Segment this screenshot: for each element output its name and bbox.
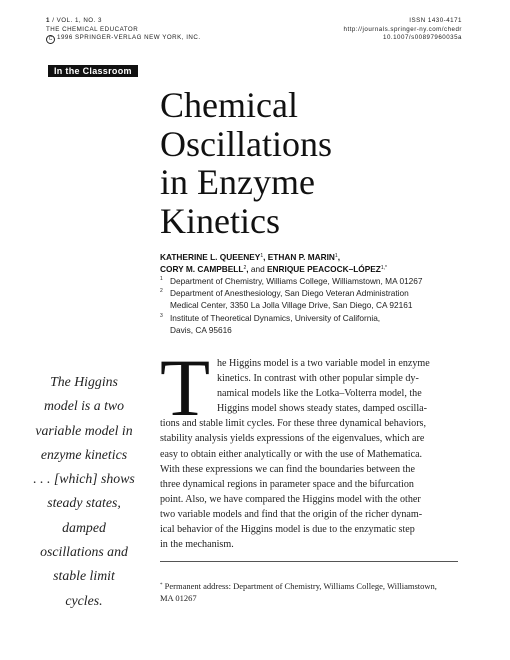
journal-name: THE CHEMICAL EDUCATOR <box>46 25 139 33</box>
affil-marker: 1 <box>260 253 264 259</box>
author-list <box>160 251 490 276</box>
pull-quote <box>28 370 140 613</box>
volume-line <box>46 17 201 26</box>
footnote-line: MA 01267 <box>160 593 197 604</box>
affil-number: 1 <box>160 276 163 282</box>
pull-quote-line: The Higgins <box>50 374 118 389</box>
title-line: in Enzyme <box>160 162 315 202</box>
affiliation <box>160 312 490 336</box>
copyright-icon: C <box>46 35 55 44</box>
pull-quote-line: cycles. <box>65 592 103 608</box>
author-line: CORY M. CAMPBELL$^2$, and ENRIQUE PEACOCK–$LÓPEZ^{1,*}$ <box>160 264 387 275</box>
abstract-line: kinetics. In contrast with other popular simple dy- <box>217 373 419 385</box>
abstract-line: three dynamical regions in parameter space and the bifurcation <box>160 478 414 490</box>
affiliation-text: Medical Center, 3350 La Jolla Village Drive, San Diego, CA 92161 <box>170 300 413 311</box>
journal-header-right <box>344 17 462 43</box>
pull-quote-line: damped <box>62 519 106 535</box>
abstract-line: tions and stable limit cycles. For these three dynamical behaviors, <box>160 418 427 430</box>
pull-quote-line: steady states, <box>47 495 121 511</box>
abstract-line: stability analysis yields expressions of the eigenvalues, which are <box>160 433 425 445</box>
affil-number: 2 <box>160 288 163 295</box>
journal-url[interactable]: http://journals.springer-ny.com/chedr <box>343 25 462 33</box>
author-name: ENRIQUE PEACOCK–LÓPEZ <box>267 264 381 275</box>
abstract <box>160 356 460 552</box>
section-badge: In the Classroom <box>48 65 138 77</box>
abstract-line: Higgins model shows steady states, damped oscilla- <box>217 403 427 415</box>
title-line: Kinetics <box>160 200 280 241</box>
pull-quote-line: model is a two <box>43 398 125 414</box>
abstract-line: point. Also, we have compared the Higgins model with the other <box>160 493 421 505</box>
affiliation-text: Department of Chemistry, Williams College, Williamstown, MA 01267 <box>170 276 423 286</box>
abstract-line: easy to obtain either analytically or with the use of Mathematica. <box>160 448 423 460</box>
pull-quote-line: stable limit <box>53 568 115 584</box>
abstract-line: in the mechanism. <box>160 539 234 551</box>
affiliation <box>160 287 490 311</box>
issue-number: 1 <box>46 17 50 24</box>
abstract-line: two variable models and find that the origin of the richer dynam- <box>160 508 423 520</box>
affiliation-text: Department of Anesthesiology, San Diego Veteran Administration <box>170 288 409 299</box>
pull-quote-line: variable model in <box>35 422 133 438</box>
affiliations <box>160 275 490 336</box>
drop-cap: T <box>160 342 211 433</box>
article-title <box>160 86 490 240</box>
abstract-line: ical behavior of the Higgins model is due to the enzymatic step <box>160 524 415 536</box>
affiliation-text: Institute of Theoretical Dynamics, University of California, <box>170 312 381 323</box>
abstract-line: namical models like the Lotka–Volterra model, the <box>217 388 422 400</box>
pull-quote-line: enzyme kinetics <box>40 446 128 462</box>
copyright-text: 1996 SPRINGER-VERLAG NEW YORK, INC. <box>57 34 201 42</box>
volume-text: / VOL. 1, NO. 3 <box>52 17 102 24</box>
author-name: KATHERINE L. QUEENEY <box>160 252 261 262</box>
footnote-line <box>160 580 460 592</box>
issn: ISSN 1430-4171 <box>409 17 462 24</box>
journal-header-left <box>46 17 201 44</box>
abstract-line: With these expressions we can find the boundaries between the <box>160 463 415 475</box>
affiliation-text: Davis, CA 95616 <box>170 324 232 335</box>
author-name: CORY M. CAMPBELL <box>160 264 244 275</box>
title-line: Chemical <box>160 85 298 125</box>
author-name: ETHAN P. MARIN <box>267 252 335 262</box>
abstract-line: he Higgins model is a two variable model in enzyme <box>217 358 430 369</box>
copyright-line <box>46 34 201 44</box>
footnote-marker: * <box>160 583 163 588</box>
affil-marker: 1,* <box>380 265 387 272</box>
footnote <box>160 580 460 605</box>
affil-number: 3 <box>160 312 163 319</box>
doi[interactable]: 10.1007/s00897960035a <box>383 34 462 42</box>
footnote-text: Permanent address: Department of Chemistry, Williams College, Williamstown, <box>164 581 437 591</box>
author-conjunction: and <box>250 264 265 275</box>
pull-quote-line: oscillations and <box>40 544 128 560</box>
author-line: KATHERINE L. QUEENEY$^1$, ETHAN P. MARIN$^1$, <box>160 252 340 262</box>
footnote-divider <box>160 561 458 562</box>
affil-marker: 2 <box>243 265 247 272</box>
affiliation <box>160 275 490 287</box>
affil-marker: 1 <box>334 253 338 259</box>
title-line: Oscillations <box>160 123 332 164</box>
pull-quote-line: . . . [which] shows <box>33 471 135 487</box>
